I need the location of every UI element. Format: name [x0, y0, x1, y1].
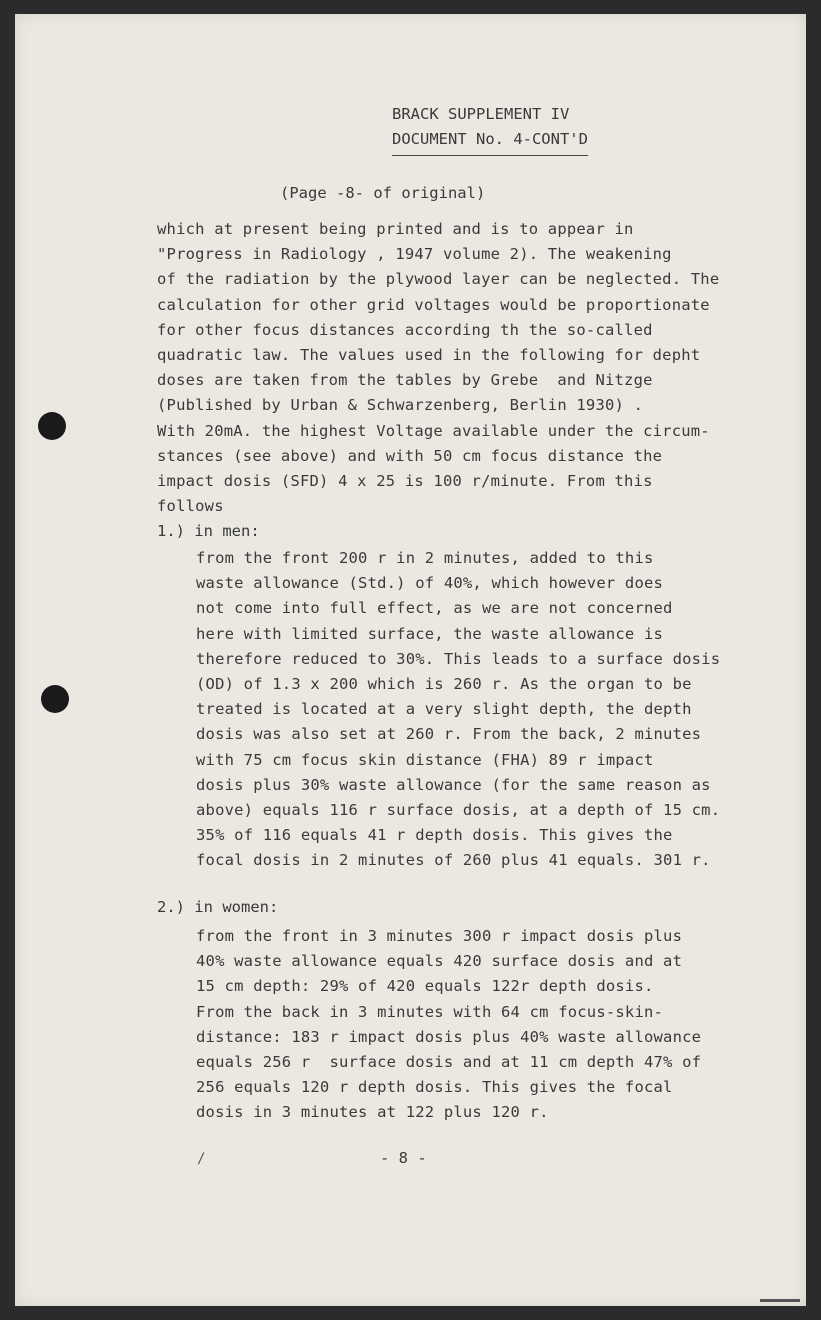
document-page [15, 14, 806, 1306]
punch-hole-bottom [41, 685, 69, 713]
main-paragraph: which at present being printed and is to appear in "Progress in Radiology , 1947 volume 2). The weakening of the radiation by the plywood layer can be neglected. The calculation for other grid voltages would be proportionate for other focus distances according th the so-called quadratic law. The values used in the following for depht doses are taken from the tables by Grebe and Nitzge (Published by Urban & Schwarzenberg, Berlin 1930) . With 20mA. the highest Voltage available under the circum- stances (see above) and with 50 cm focus distance the impact dosis (SFD) 4 x 25 is 100 r/minute. From this follows [157, 220, 720, 516]
header-document-number: DOCUMENT No. 4-CONT'D [392, 127, 588, 156]
item2-label: 2.) in women: [157, 898, 279, 916]
item1-text: from the front 200 r in 2 minutes, added to this waste allowance (Std.) of 40%, which however does not come into full effect, as we are not concerned here with limited surface, the waste allowance is therefore reduced to 30%. This leads to a surface dosis (OD) of 1.3 x 200 which is 260 r. As the organ to be treated is located at a very slight depth, the depth dosis was also set at 260 r. From the back, 2 minutes with 75 cm focus skin distance (FHA) 89 r impact dosis plus 30% waste allowance (for the same reason as above) equals 116 r surface dosis, at a depth of 15 cm. 35% of 116 equals 41 r depth dosis. This gives the focal dosis in 2 minutes of 260 plus 41 equals. 301 r. [196, 549, 721, 870]
document-header [392, 102, 588, 156]
item1-label: 1.) in men: [157, 522, 260, 540]
original-page-note: (Page -8- of original) [280, 184, 486, 202]
bottom-edge-mark [760, 1299, 800, 1302]
footer-mark: / [197, 1151, 206, 1167]
punch-hole-top [38, 412, 66, 440]
page-number: - 8 - [380, 1149, 427, 1167]
header-title: BRACK SUPPLEMENT IV [392, 105, 570, 123]
item2-text: from the front in 3 minutes 300 r impact dosis plus 40% waste allowance equals 420 surface dosis and at 15 cm depth: 29% of 420 equals 122r depth dosis. From the back in 3 minutes with 64 cm focus-skin- distance: 183 r impact dosis plus 40% waste allowance equals 256 r surface dosis and at 11 cm depth 47% of 256 equals 120 r depth dosis. This gives the focal dosis in 3 minutes at 122 plus 120 r. [196, 927, 702, 1122]
